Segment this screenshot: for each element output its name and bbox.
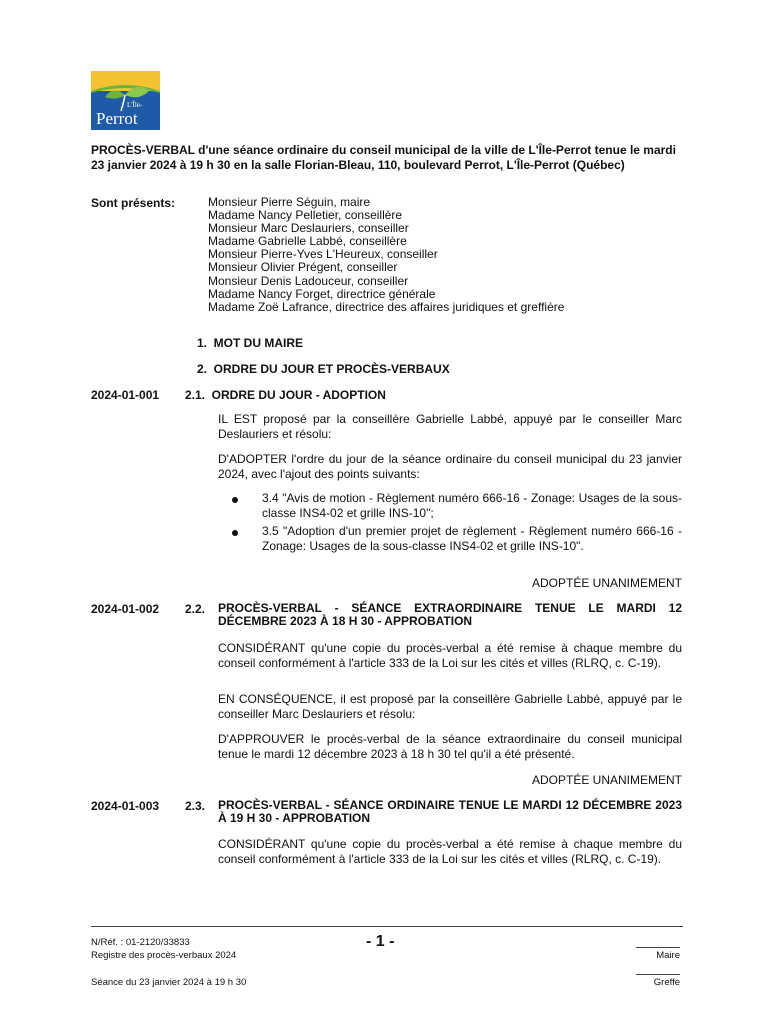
- adopted-label: ADOPTÉE UNANIMEMENT: [531, 773, 682, 787]
- resolution-paragraph: CONSIDÉRANT qu'une copie du procès-verbal a été remise à chaque membre du conseil conformément à l'article 333 de la Loi sur les cités et villes (RLRQ, c. C-19).: [218, 641, 682, 670]
- city-logo: [91, 71, 160, 130]
- bullet-item: 3.4 "Avis de motion - Règlement numéro 666-16 - Zonage: Usages de la sous-classe INS4-02 et grille INS-10";: [262, 491, 682, 520]
- attendee: Madame Nancy Pelletier, conseillère: [208, 208, 403, 223]
- bullet-dot: [232, 530, 238, 536]
- resolution-paragraph: EN CONSÉQUENCE, il est proposé par la conseillère Gabrielle Labbé, appuyé par le conseiller Marc Deslauriers et résolu:: [218, 692, 682, 721]
- resolution-paragraph: CONSIDÉRANT qu'une copie du procès-verbal a été remise à chaque membre du conseil conformément à l'article 333 de la Loi sur les cités et villes (RLRQ, c. C-19).: [218, 837, 682, 866]
- attendee: Monsieur Olivier Prégent, conseiller: [208, 260, 398, 275]
- footer-session: Séance du 23 janvier 2024 à 19 h 30: [91, 977, 247, 988]
- page-number: - 1 -: [366, 933, 395, 950]
- attendee: Monsieur Pierre Séguin, maire: [208, 195, 371, 209]
- resolution-number: 2024-01-003: [91, 799, 160, 813]
- resolution-paragraph: IL EST proposé par la conseillère Gabrielle Labbé, appuyé par le conseiller Marc Deslauriers et résolu:: [218, 412, 682, 441]
- mayor-label: Maire: [656, 950, 680, 961]
- footer-reference: N/Réf. : 01-2120/33833: [91, 937, 190, 948]
- resolution-heading-number: 2.2.: [185, 602, 206, 616]
- resolution-heading-number: 2.3.: [185, 799, 206, 813]
- resolution-paragraph: D'APPROUVER le procès-verbal de la séance extraordinaire du conseil municipal tenue le mardi 12 décembre 2023 à 18 h 30 tel qu'il a été présenté.: [218, 732, 682, 761]
- resolution-heading: 2.1. ORDRE DU JOUR - ADOPTION: [185, 388, 386, 402]
- logo-text-line1: L'Île-: [127, 101, 143, 109]
- attendee: Monsieur Pierre-Yves L'Heureux, conseiller: [208, 247, 438, 262]
- attendee: Madame Zoë Lafrance, directrice des affaires juridiques et greffière: [208, 299, 565, 314]
- attendee: Monsieur Denis Ladouceur, conseiller: [208, 273, 409, 288]
- footer-divider: [91, 926, 683, 927]
- resolution-heading: PROCÈS-VERBAL - SÉANCE ORDINAIRE TENUE LE MARDI 12 DÉCEMBRE 2023 À 19 H 30 - APPROBATION: [218, 798, 682, 825]
- clerk-signature-line: [636, 974, 680, 975]
- attendee: Madame Nancy Forget, directrice générale: [208, 286, 436, 301]
- document-title: PROCÈS-VERBAL d'une séance ordinaire du conseil municipal de la ville de L'Île-Perrot tenue le mardi 23 janvier 2024 à 19 h 30 en la salle Florian-Bleau, 110, boulevard Perrot, L'Île-Perrot (Québec): [91, 143, 676, 172]
- section-heading-mot-du-maire: 1. MOT DU MAIRE: [197, 336, 304, 350]
- present-label: Sont présents:: [91, 196, 176, 210]
- bullet-dot: [232, 497, 238, 503]
- adopted-label: ADOPTÉE UNANIMEMENT: [531, 576, 682, 590]
- resolution-number: 2024-01-001: [91, 388, 160, 402]
- footer-registry: Registre des procès-verbaux 2024: [91, 950, 237, 961]
- resolution-number: 2024-01-002: [91, 602, 160, 616]
- attendee: Monsieur Marc Deslauriers, conseiller: [208, 221, 409, 236]
- resolution-paragraph: D'ADOPTER l'ordre du jour de la séance ordinaire du conseil municipal du 23 janvier 2024, avec l'ajout des points suivants:: [218, 452, 682, 481]
- clerk-label: Greffe: [653, 977, 680, 988]
- logo-text-line2: Perrot: [96, 109, 138, 128]
- attendee-list: [208, 196, 564, 314]
- section-heading-ordre-du-jour: 2. ORDRE DU JOUR ET PROCÈS-VERBAUX: [197, 362, 450, 376]
- attendee: Madame Gabrielle Labbé, conseillère: [208, 234, 407, 249]
- resolution-heading: PROCÈS-VERBAL - SÉANCE EXTRAORDINAIRE TENUE LE MARDI 12 DÉCEMBRE 2023 À 18 H 30 - APPROBATION: [218, 601, 682, 628]
- bullet-item: 3.5 "Adoption d'un premier projet de règlement - Règlement numéro 666-16 - Zonage: Usages de la sous-classe INS4-02 et grille INS-10".: [262, 524, 682, 553]
- mayor-signature-line: [636, 947, 680, 948]
